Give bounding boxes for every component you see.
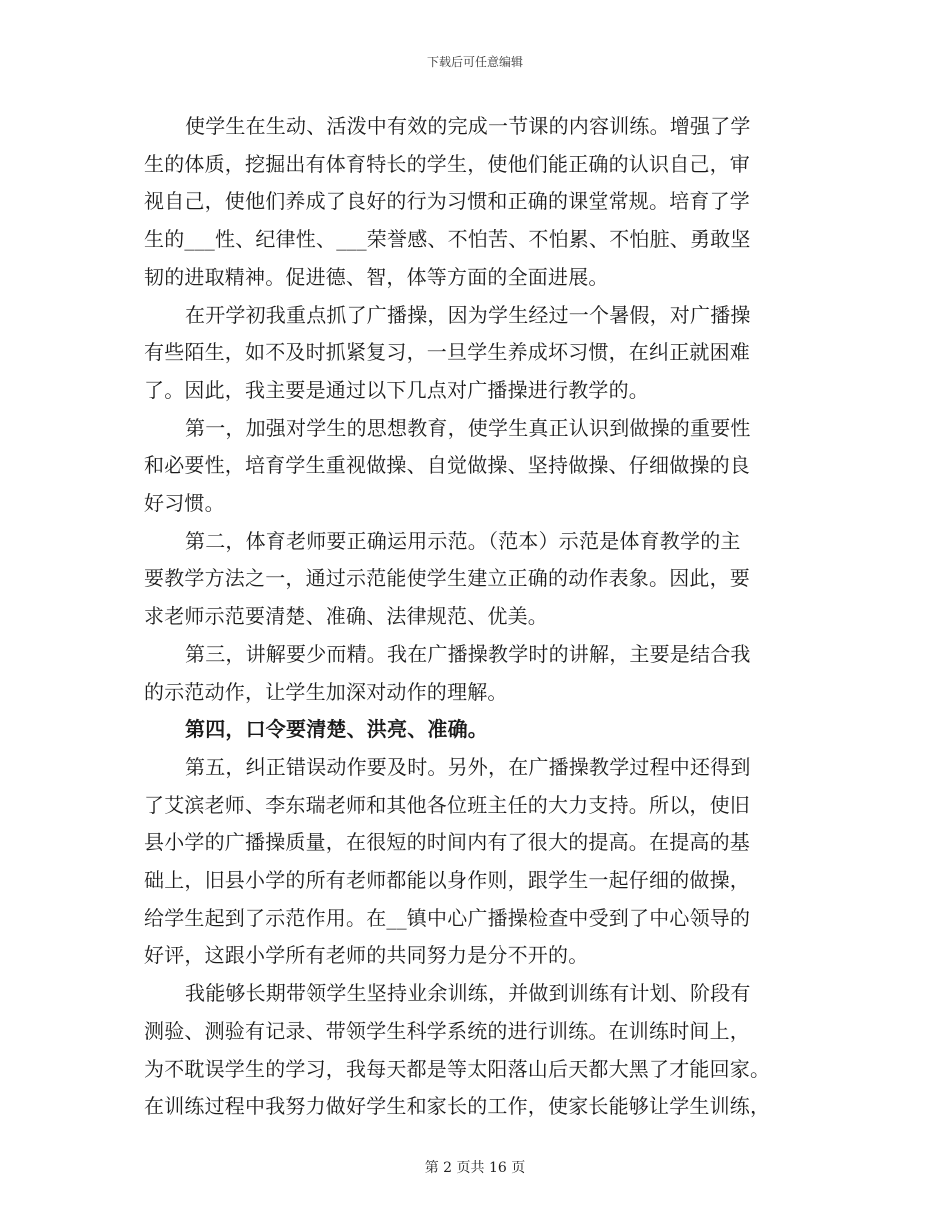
paragraph-7: [144, 749, 806, 975]
paragraph-line: 第二，体育老师要正确运用示范。（范本）示范是体育教学的主: [185, 528, 741, 553]
paragraph-line: 第五，纠正错误动作要及时。另外，在广播操教学过程中还得到: [185, 754, 751, 779]
paragraph-line: 了。因此，我主要是通过以下几点对广播操进行教学的。: [144, 377, 649, 402]
paragraph-line: 好习惯。: [144, 491, 225, 516]
paragraph-line: 第四，口令要清楚、洪亮、准确。: [185, 717, 488, 742]
paragraph-line: 要教学方法之一，通过示范能使学生建立正确的动作表象。因此，要: [144, 566, 750, 591]
page-footer: 第 2 页共 16 页: [424, 1160, 526, 1176]
paragraph-line: 的示范动作，让学生加深对动作的理解。: [144, 679, 508, 704]
paragraph-8: [144, 975, 806, 1126]
paragraph-line: 求老师示范要清楚、准确、法律规范、优美。: [144, 604, 548, 629]
paragraph-1: [144, 108, 806, 297]
paragraph-line: 生的___性、纪律性、___荣誉感、不怕苦、不怕累、不怕脏、勇敢坚: [144, 227, 751, 252]
document-body: [144, 108, 806, 1126]
paragraph-line: 测验、测验有记录、带领学生科学系统的进行训练。在训练时间上，: [144, 1018, 750, 1043]
paragraph-line: 给学生起到了示范作用。在__镇中心广播操检查中受到了中心领导的: [144, 905, 751, 930]
paragraph-4: [144, 523, 806, 636]
paragraph-3: [144, 410, 806, 523]
paragraph-line: 有些陌生，如不及时抓紧复习，一旦学生养成坏习惯，在纠正就困难: [144, 340, 750, 365]
paragraph-line: 我能够长期带领学生坚持业余训练，并做到训练有计划、阶段有: [185, 981, 751, 1006]
paragraph-line: 使学生在生动、活泼中有效的完成一节课的内容训练。增强了学: [185, 114, 751, 138]
paragraph-line: 在开学初我重点抓了广播操，因为学生经过一个暑假，对广播操: [185, 302, 751, 327]
paragraph-line: 县小学的广播操质量，在很短的时间内有了很大的提高。在提高的基: [144, 830, 750, 855]
paragraph-line: 好评，这跟小学所有老师的共同努力是分不开的。: [144, 943, 589, 968]
paragraph-6-bold: [144, 711, 806, 749]
paragraph-line: 第三，讲解要少而精。我在广播操教学时的讲解，主要是结合我: [185, 641, 751, 666]
paragraph-line: 韧的进取精神。促进德、智，体等方面的全面进展。: [144, 264, 609, 289]
paragraph-line: 为不耽误学生的学习，我每天都是等太阳落山后天都大黑了才能回家。: [144, 1056, 771, 1081]
paragraph-line: 视自己，使他们养成了良好的行为习惯和正确的课堂常规。培育了学: [144, 189, 750, 214]
page-header: 下载后可任意编辑: [426, 55, 523, 69]
paragraph-line: 生的体质，挖掘出有体育特长的学生，使他们能正确的认识自己，审: [144, 151, 750, 176]
paragraph-line: 了艾滨老师、李东瑞老师和其他各位班主任的大力支持。所以，使旧: [144, 792, 750, 817]
paragraph-2: [144, 297, 806, 410]
paragraph-line: 第一，加强对学生的思想教育，使学生真正认识到做操的重要性: [185, 415, 751, 440]
paragraph-line: 在训练过程中我努力做好学生和家长的工作，使家长能够让学生训练，: [144, 1094, 771, 1119]
paragraph-line: 础上，旧县小学的所有老师都能以身作则，跟学生一起仔细的做操，: [144, 868, 750, 893]
paragraph-line: 和必要性，培育学生重视做操、自觉做操、坚持做操、仔细做操的良: [144, 453, 750, 478]
paragraph-5: [144, 636, 806, 711]
